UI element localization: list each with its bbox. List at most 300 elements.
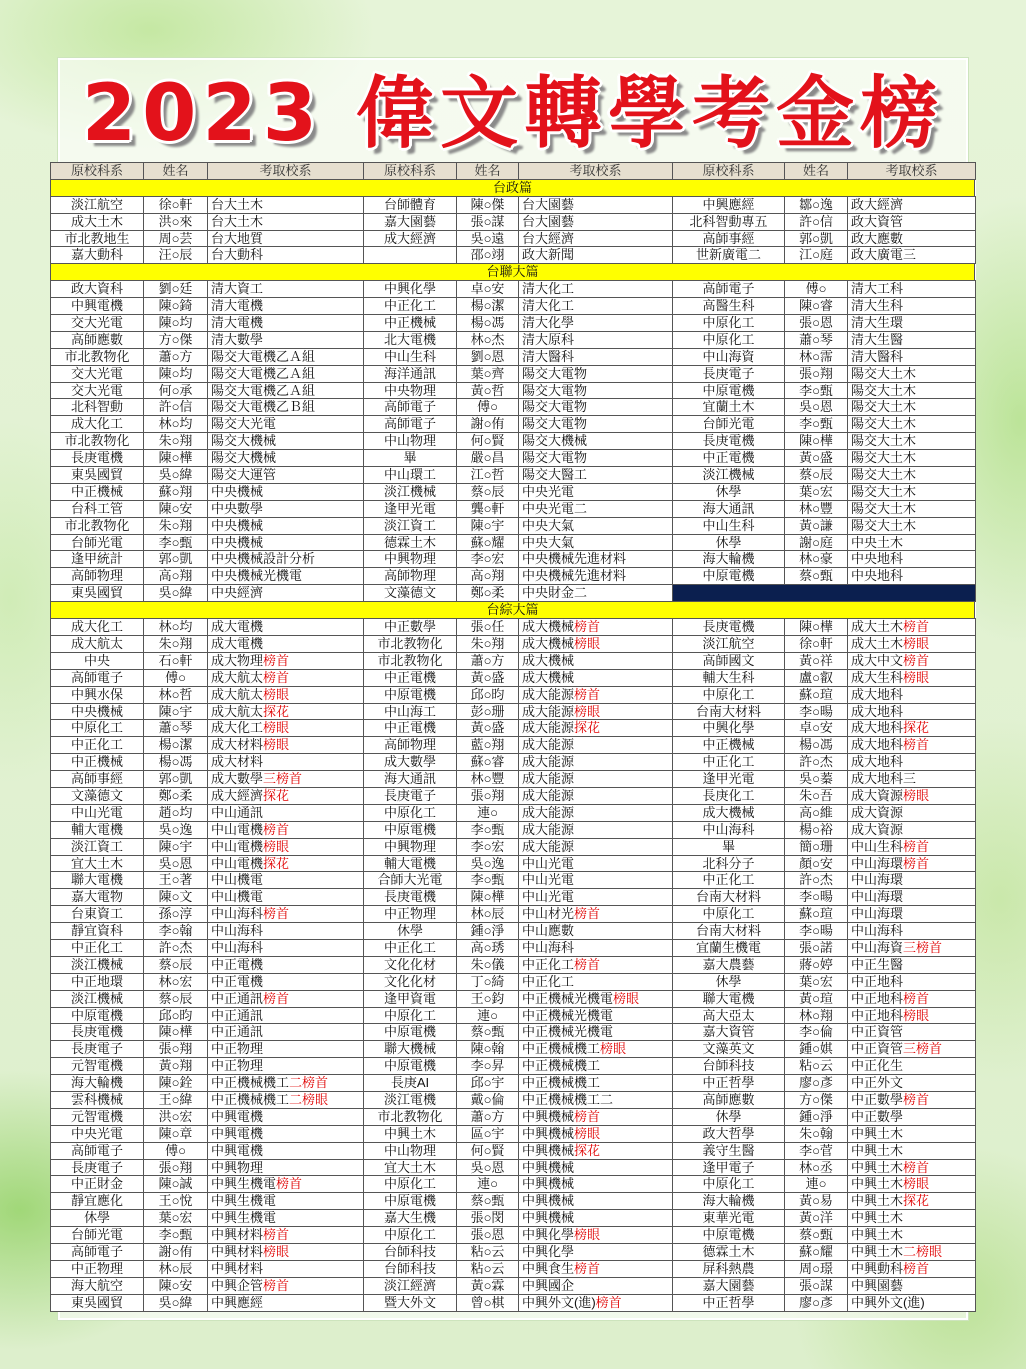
section-header-row [51,180,976,197]
admitted-dept-cell [848,366,976,382]
admitted-dept-text: 陽交大土木 [851,416,917,432]
column-header: 考取校系 [848,163,976,179]
origin-school-cell: 高大亞太 [673,1008,785,1024]
student-name-cell: 廖○彥 [785,1295,848,1311]
admitted-dept-cell [208,754,364,770]
origin-school-cell: 中原化工 [364,805,457,821]
student-name-cell: 林○豐 [785,501,848,517]
admitted-dept-cell [848,501,976,517]
origin-school-cell: 中正機械 [364,315,457,331]
student-name-cell: 李○甄 [457,822,519,838]
admitted-dept-text: 陽交大土木 [851,467,917,483]
student-name-cell: 陳○宇 [144,704,208,720]
student-name-cell: 林○豪 [785,551,848,567]
admitted-dept-cell [519,737,673,753]
student-name-cell: 邱○宇 [457,1075,519,1091]
origin-school-cell: 休學 [673,974,785,990]
admitted-dept-text: 陽交大機械 [211,450,277,466]
admitted-dept-cell [208,1008,364,1024]
admitted-dept-text: 成大航太 [211,686,264,702]
admitted-dept-cell [519,1160,673,1176]
admitted-dept-cell [208,822,364,838]
admitted-dept-text: 清大生環 [851,315,904,331]
origin-school-cell: 聯大機械 [364,1041,457,1057]
student-name-cell: 傅○ [144,670,208,686]
admitted-dept-cell [208,771,364,787]
admitted-dept-text: 陽交大土木 [851,365,917,381]
admitted-dept-cell [208,383,364,399]
admitted-dept-text: 成大資源 [851,804,904,820]
admitted-dept-text: 中興機械 [522,1108,575,1124]
origin-school-cell: 海大通訊 [673,501,785,517]
admitted-dept-text: 清大資工 [211,281,264,297]
rank-badge: 榜眼 [574,1227,601,1243]
origin-school-cell: 中正化工 [364,298,457,314]
admitted-dept-text: 台大動科 [211,247,264,263]
admitted-dept-text: 中正數學 [851,1108,904,1124]
student-name-cell: 許○信 [144,399,208,415]
origin-school-cell: 中山物理 [364,1143,457,1159]
student-name-cell: 王○著 [144,872,208,888]
admitted-dept-cell [208,957,364,973]
table-row [51,805,976,822]
student-name-cell: 謝○侑 [144,1244,208,1260]
origin-school-cell: 文化化材 [364,974,457,990]
student-name-cell: 蘇○翔 [144,484,208,500]
origin-school-cell: 淡江電機 [364,1092,457,1108]
admitted-dept-text: 台大園藝 [522,213,575,229]
student-name-cell: 李○暘 [785,704,848,720]
admitted-dept-text: 中正通訊 [211,990,264,1006]
origin-school-cell: 中原化工 [673,315,785,331]
student-name-cell: 龔○軒 [457,501,519,517]
admitted-dept-text: 中央機械 [211,517,264,533]
student-name-cell: 黃○謙 [785,518,848,534]
rank-badge: 榜眼 [574,703,601,719]
admitted-dept-text: 中正物理 [211,1041,264,1057]
admitted-dept-cell [519,889,673,905]
student-name-cell: 盧○叡 [785,670,848,686]
rank-badge: 榜眼 [600,1041,627,1057]
student-name-cell: 蘇○瑄 [785,687,848,703]
rank-badge: 榜眼 [574,635,601,651]
student-name-cell: 藍○翔 [457,737,519,753]
admitted-dept-cell [208,366,364,382]
student-name-cell: 黃○盛 [785,450,848,466]
origin-school-cell: 中正電機 [673,450,785,466]
origin-school-cell: 宜大土木 [51,856,144,872]
origin-school-cell: 聯大電機 [51,872,144,888]
admitted-dept-cell [519,1244,673,1260]
table-row [51,754,976,771]
admitted-dept-text: 中山電機 [211,855,264,871]
rank-badge: 榜首 [276,1176,303,1192]
admitted-dept-text: 清大電機 [211,315,264,331]
origin-school-cell: 嘉大園藝 [673,1278,785,1294]
origin-school-cell: 東吳國貿 [51,467,144,483]
admitted-dept-cell [519,906,673,922]
origin-school-cell: 市北教物化 [51,349,144,365]
admitted-dept-cell [519,568,673,584]
admitted-dept-text: 中興機械 [522,1159,575,1175]
table-row [51,1126,976,1143]
table-row [51,1176,976,1193]
table-row [51,1092,976,1109]
origin-school-cell: 中原化工 [364,1008,457,1024]
admitted-dept-text: 陽交大電機乙Ｂ組 [211,399,316,415]
rank-badge: 榜首 [574,956,601,972]
student-name-cell: 楊○潔 [457,298,519,314]
admitted-dept-text: 中山海環 [851,906,904,922]
admitted-dept-text: 中央土木 [851,534,904,550]
table-row [51,332,976,349]
admitted-dept-cell [519,518,673,534]
admitted-dept-text: 中山機電 [211,872,264,888]
rank-badge: 榜眼 [903,1176,930,1192]
admitted-dept-text: 成大地科 [851,737,904,753]
rank-badge: 榜眼 [263,838,290,854]
student-name-cell: 高○翔 [144,568,208,584]
admitted-dept-text: 中興食生 [522,1260,575,1276]
student-name-cell: 蘇○瑄 [785,906,848,922]
admitted-dept-cell [519,923,673,939]
admitted-dept-text: 中興土木 [851,1210,904,1226]
admitted-dept-text: 成大地科 [851,754,904,770]
student-name-cell: 陳○宇 [144,839,208,855]
admitted-dept-text: 成大能源 [522,720,575,736]
admitted-dept-text: 中山海科 [851,923,904,939]
origin-school-cell: 中原化工 [673,1176,785,1192]
origin-school-cell: 中原化工 [51,720,144,736]
rank-badge: 榜首 [574,1108,601,1124]
student-name-cell: 洪○宏 [144,1109,208,1125]
origin-school-cell: 義守生醫 [673,1143,785,1159]
origin-school-cell: 聯大電機 [673,991,785,1007]
origin-school-cell: 逢甲光電 [364,501,457,517]
admitted-dept-cell [519,788,673,804]
origin-school-cell: 北科分子 [673,856,785,872]
student-name-cell: 蘇○耀 [457,535,519,551]
admitted-dept-cell [208,1058,364,1074]
admitted-dept-text: 台大土木 [211,213,264,229]
admitted-dept-text: 中興機械 [522,1142,575,1158]
admitted-dept-text: 中山海科 [211,923,264,939]
origin-school-cell: 嘉大園藝 [364,214,457,230]
admitted-dept-cell [848,720,976,736]
origin-school-cell: 中原電機 [364,1193,457,1209]
origin-school-cell: 中正機械 [51,484,144,500]
student-name-cell: 汪○辰 [144,247,208,263]
origin-school-cell: 嘉大電物 [51,889,144,905]
table-row [51,1193,976,1210]
student-name-cell: 丁○綺 [457,974,519,990]
admitted-dept-cell [519,1109,673,1125]
origin-school-cell: 中原化工 [364,1227,457,1243]
admitted-dept-text: 中興化學 [522,1244,575,1259]
admitted-dept-text: 中山海環 [851,889,904,905]
admitted-dept-text: 中興材料 [211,1244,264,1259]
admitted-dept-cell [208,1176,364,1192]
table-row [51,957,976,974]
student-name-cell: 陳○安 [144,501,208,517]
admitted-dept-cell [848,467,976,483]
student-name-cell: 楊○馮 [785,737,848,753]
admitted-dept-cell [848,1210,976,1226]
admitted-dept-text: 中興外文(進) [522,1294,596,1310]
origin-school-cell: 台師光電 [51,1227,144,1243]
admitted-dept-text: 清大化學 [522,315,575,331]
origin-school-cell: 台師科技 [673,1058,785,1074]
rank-badge: 探花 [263,855,290,871]
origin-school-cell: 高師電子 [673,281,785,297]
origin-school-cell: 中山生科 [364,349,457,365]
admitted-dept-cell [208,568,364,584]
admitted-dept-text: 政大資管 [851,213,904,229]
admitted-dept-cell [519,1176,673,1192]
origin-school-cell: 東華光電 [673,1210,785,1226]
results-table [50,162,976,1312]
rank-badge: 榜首 [903,619,930,635]
student-name-cell: 吳○恩 [785,399,848,415]
admitted-dept-cell [208,1041,364,1057]
student-name-cell: 林○均 [144,416,208,432]
student-name-cell: 何○賢 [457,1143,519,1159]
student-name-cell: 高○維 [785,805,848,821]
rank-badge: 榜首 [574,1260,601,1276]
admitted-dept-text: 中山光電 [522,889,575,905]
student-name-cell: 林○杰 [457,332,519,348]
student-name-cell: 朱○翔 [457,636,519,652]
admitted-dept-cell [519,1261,673,1277]
student-name-cell: 嚴○昌 [457,450,519,466]
admitted-dept-text: 中興土木 [851,1244,904,1259]
student-name-cell: 林○辰 [144,1261,208,1277]
admitted-dept-text: 清大電機 [211,298,264,314]
origin-school-cell: 休學 [364,923,457,939]
admitted-dept-cell [208,1143,364,1159]
table-row [51,1278,976,1295]
admitted-dept-text: 成大能源 [522,821,575,837]
origin-school-cell: 高師物理 [364,737,457,753]
student-name-cell: 葉○宏 [785,484,848,500]
origin-school-cell: 淡江經濟 [364,1278,457,1294]
admitted-dept-cell [848,332,976,348]
admitted-dept-text: 陽交大電機乙Ａ組 [211,348,316,364]
rank-badge: 榜首 [574,686,601,702]
student-name-cell: 蕭○方 [457,1109,519,1125]
table-row [51,366,976,383]
admitted-dept-text: 中正機械機工 [522,1058,601,1074]
admitted-dept-cell [848,197,976,213]
admitted-dept-cell [519,214,673,230]
origin-school-cell: 淡江資工 [51,839,144,855]
student-name-cell: 邵○翊 [457,247,519,263]
student-name-cell: 陳○宇 [457,518,519,534]
admitted-dept-text: 政大經濟 [851,196,904,212]
origin-school-cell: 長庚電機 [51,450,144,466]
student-name-cell: 王○悅 [144,1193,208,1209]
table-row [51,1143,976,1160]
rank-badge: 榜首 [903,737,930,753]
origin-school-cell: 中原電機 [673,568,785,584]
admitted-dept-cell [848,231,976,247]
origin-school-cell: 長庚電機 [673,619,785,635]
admitted-dept-text: 中山海科 [522,939,575,955]
admitted-dept-text: 中山通訊 [211,804,264,820]
admitted-dept-cell [519,940,673,956]
student-name-cell: 邱○昀 [457,687,519,703]
student-name-cell: 黃○翔 [144,1058,208,1074]
origin-school-cell: 嘉大農藝 [673,957,785,973]
admitted-dept-cell [519,1058,673,1074]
student-name-cell: 蕭○琴 [785,332,848,348]
origin-school-cell: 中正化工 [673,754,785,770]
admitted-dept-cell [208,1024,364,1040]
origin-school-cell: 高醫生科 [673,298,785,314]
page-title: 2023 偉文轉學考金榜 [81,69,945,159]
admitted-dept-cell [519,349,673,365]
admitted-dept-text: 台大地質 [211,230,264,246]
admitted-dept-text: 中山海環 [851,872,904,888]
origin-school-cell: 長庚化工 [673,788,785,804]
admitted-dept-cell [848,1278,976,1294]
admitted-dept-cell [519,399,673,415]
admitted-dept-cell [848,383,976,399]
student-name-cell: 周○璟 [785,1261,848,1277]
student-name-cell: 連○ [457,805,519,821]
origin-school-cell: 嘉大資管 [673,1024,785,1040]
origin-school-cell: 中興土木 [364,1126,457,1142]
student-name-cell: 徐○軒 [785,636,848,652]
student-name-cell: 蕭○琴 [144,720,208,736]
admitted-dept-text: 陽交大電物 [522,365,588,381]
admitted-dept-cell [519,484,673,500]
admitted-dept-cell [848,704,976,720]
origin-school-cell: 中原化工 [673,332,785,348]
student-name-cell: 李○昇 [457,1058,519,1074]
admitted-dept-cell [848,535,976,551]
student-name-cell: 林○均 [144,619,208,635]
student-name-cell: 高○琇 [457,940,519,956]
admitted-dept-cell [208,535,364,551]
admitted-dept-cell [519,1278,673,1294]
column-header: 姓名 [144,163,208,179]
admitted-dept-cell [519,670,673,686]
admitted-dept-cell [208,1092,364,1108]
origin-school-cell: 市北教物化 [364,636,457,652]
admitted-dept-text: 中興國企 [522,1277,575,1293]
admitted-dept-text: 中正通訊 [211,1007,264,1023]
column-header: 考取校系 [208,163,364,179]
origin-school-cell: 暨大外文 [364,1295,457,1311]
student-name-cell: 張○翔 [144,1041,208,1057]
rank-badge: 榜眼 [903,635,930,651]
rank-badge: 榜眼 [263,720,290,736]
origin-school-cell: 文化化材 [364,957,457,973]
origin-school-cell: 輔大電機 [51,822,144,838]
admitted-dept-text: 成大資源 [851,821,904,837]
student-name-cell: 楊○馮 [457,315,519,331]
origin-school-cell: 合師大光電 [364,872,457,888]
admitted-dept-text: 陽交大機械 [211,433,277,449]
origin-school-cell: 成大化工 [51,619,144,635]
admitted-dept-cell [208,856,364,872]
rank-badge: 三榜首 [903,939,943,955]
admitted-dept-text: 中正生醫 [851,956,904,972]
origin-school-cell: 海大輪機 [673,1193,785,1209]
student-name-cell: 吳○緯 [144,1295,208,1311]
origin-school-cell: 靜宜資科 [51,923,144,939]
student-name-cell: 許○信 [785,214,848,230]
admitted-dept-cell [519,585,673,601]
table-row [51,1244,976,1261]
admitted-dept-text: 中正外文 [851,1075,904,1091]
admitted-dept-cell [848,856,976,872]
origin-school-cell: 淡江航空 [51,197,144,213]
student-name-cell: 張○謀 [457,214,519,230]
admitted-dept-text: 中山材光 [522,906,575,922]
student-name-cell: 黃○洋 [785,1210,848,1226]
admitted-dept-text: 中興土木 [851,1176,904,1192]
admitted-dept-cell [848,1092,976,1108]
origin-school-cell: 台師光電 [673,416,785,432]
admitted-dept-cell [848,1109,976,1125]
admitted-dept-cell [519,467,673,483]
origin-school-cell: 中正化工 [51,940,144,956]
origin-school-cell: 逢甲資電 [364,991,457,1007]
admitted-dept-text: 清大醫科 [851,348,904,364]
origin-school-cell: 元智電機 [51,1109,144,1125]
admitted-dept-cell [848,839,976,855]
admitted-dept-cell [848,214,976,230]
student-name-cell: 黃○盛 [457,670,519,686]
admitted-dept-text: 中山應數 [522,923,575,939]
rank-badge: 榜首 [903,1260,930,1276]
admitted-dept-cell [208,247,364,263]
admitted-dept-text: 中山海科 [211,939,264,955]
origin-school-cell: 北大電機 [364,332,457,348]
admitted-dept-cell [208,298,364,314]
rank-badge: 三榜首 [263,771,303,787]
student-name-cell: 陳○均 [144,366,208,382]
admitted-dept-cell [208,1160,364,1176]
admitted-dept-cell [519,754,673,770]
origin-school-cell: 雲科機械 [51,1092,144,1108]
admitted-dept-text: 中正機械機工 [211,1091,290,1107]
admitted-dept-cell [208,214,364,230]
admitted-dept-text: 成大地科三 [851,771,917,787]
student-name-cell: 林○宏 [144,974,208,990]
admitted-dept-text: 中興機械 [522,1210,575,1226]
admitted-dept-cell [519,383,673,399]
admitted-dept-text: 中興機械 [522,1125,575,1141]
admitted-dept-text: 陽交大電物 [522,382,588,398]
origin-school-cell: 畢 [673,839,785,855]
rank-badge: 探花 [574,720,601,736]
rank-badge: 探花 [574,1142,601,1158]
admitted-dept-cell [848,1058,976,1074]
origin-school-cell: 中正財金 [51,1176,144,1192]
student-name-cell: 江○庭 [785,247,848,263]
origin-school-cell: 高師電子 [51,670,144,686]
student-name-cell: 陳○翰 [457,1041,519,1057]
origin-school-cell: 中原電機 [51,1008,144,1024]
rank-badge: 榜首 [263,906,290,922]
origin-school-cell: 海大輪機 [673,551,785,567]
student-name-cell: 王○緯 [144,1092,208,1108]
admitted-dept-cell [848,433,976,449]
origin-school-cell: 台師體育 [364,197,457,213]
